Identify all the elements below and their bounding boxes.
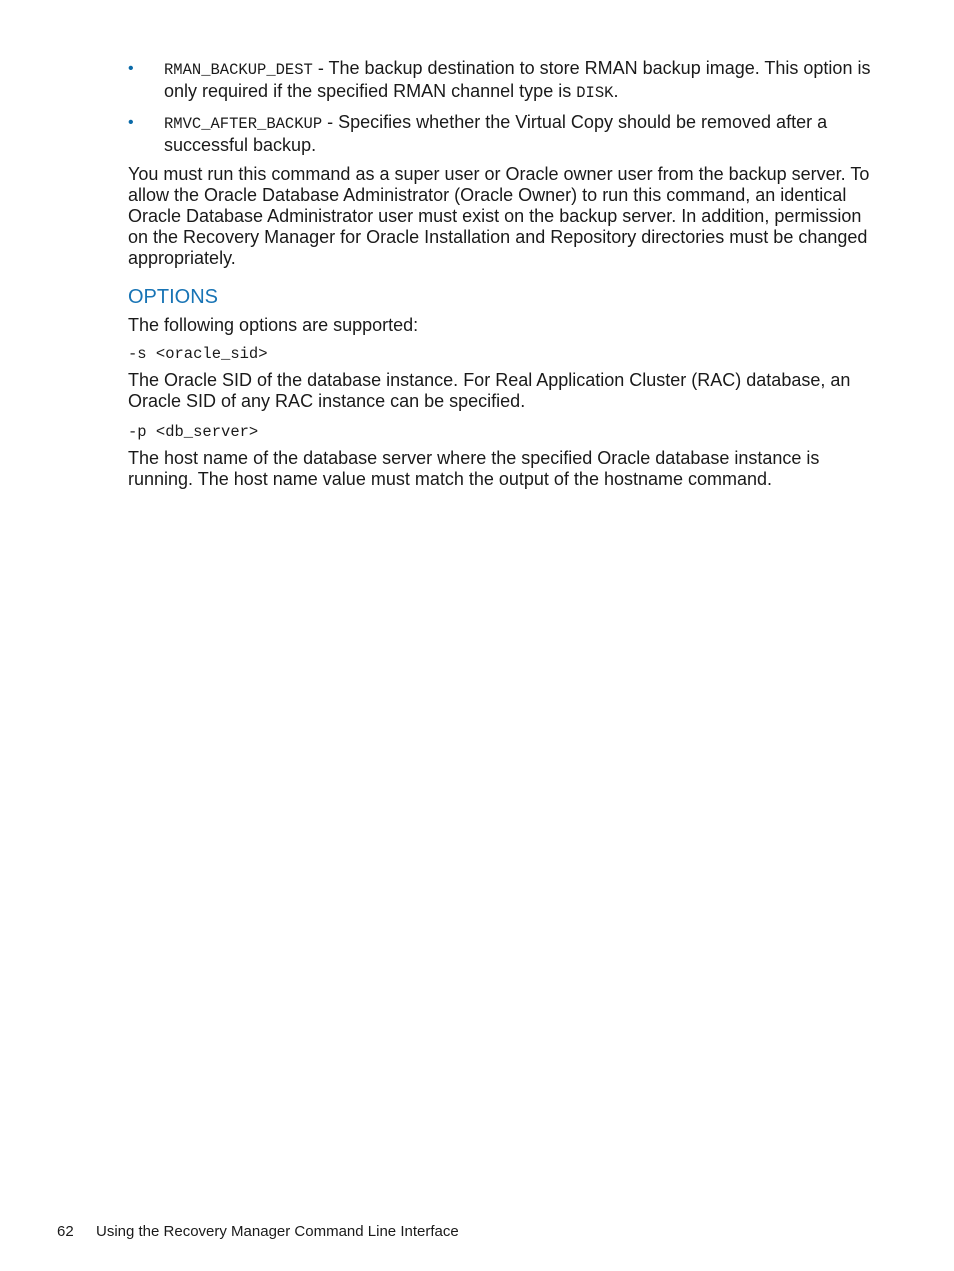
options-lead: The following options are supported: bbox=[128, 315, 419, 335]
footer-title: Using the Recovery Manager Command Line Interface bbox=[96, 1223, 459, 1240]
list-item bbox=[128, 58, 873, 104]
page-content bbox=[128, 58, 873, 500]
page-number: 62 bbox=[57, 1223, 74, 1240]
parameter-description: - The backup destination to store RMAN backup image. This option is only required if the specified RMAN channel type is bbox=[164, 58, 871, 101]
page-footer bbox=[57, 1222, 459, 1242]
bullet-icon: • bbox=[128, 60, 134, 77]
section-heading: OPTIONS bbox=[128, 286, 219, 308]
option-description-p: The host name of the database server where the specified Oracle database instance is running. The host name value must match the output of the hostname command. bbox=[128, 448, 820, 489]
parameter-list bbox=[128, 58, 873, 156]
parameter-description: - Specifies whether the Virtual Copy should be removed after a successful backup. bbox=[164, 112, 828, 155]
parameter-description-end: . bbox=[613, 81, 619, 101]
parameter-name: RMVC_AFTER_BACKUP bbox=[164, 115, 323, 133]
option-term-s: -s <oracle_sid> bbox=[128, 345, 268, 363]
bullet-icon: • bbox=[128, 114, 134, 131]
option-description-s: The Oracle SID of the database instance. For Real Application Cluster (RAC) database, an Oracle SID of any RAC instance can be specified. bbox=[128, 370, 851, 411]
parameter-name: RMAN_BACKUP_DEST bbox=[164, 61, 313, 79]
channel-type-value: DISK bbox=[576, 84, 614, 102]
option-term-p: -p <db_server> bbox=[128, 423, 259, 441]
intro-paragraph: You must run this command as a super user or Oracle owner user from the backup server. To allow the Oracle Database Administrator (Oracle Owner) to run this command, an identical Oracle Database Administrator user must exist on the backup server. In addition, permission on the Recovery Manager for Oracle Installation and Repository directories must be changed appropriately. bbox=[128, 164, 870, 268]
list-item bbox=[128, 112, 873, 156]
